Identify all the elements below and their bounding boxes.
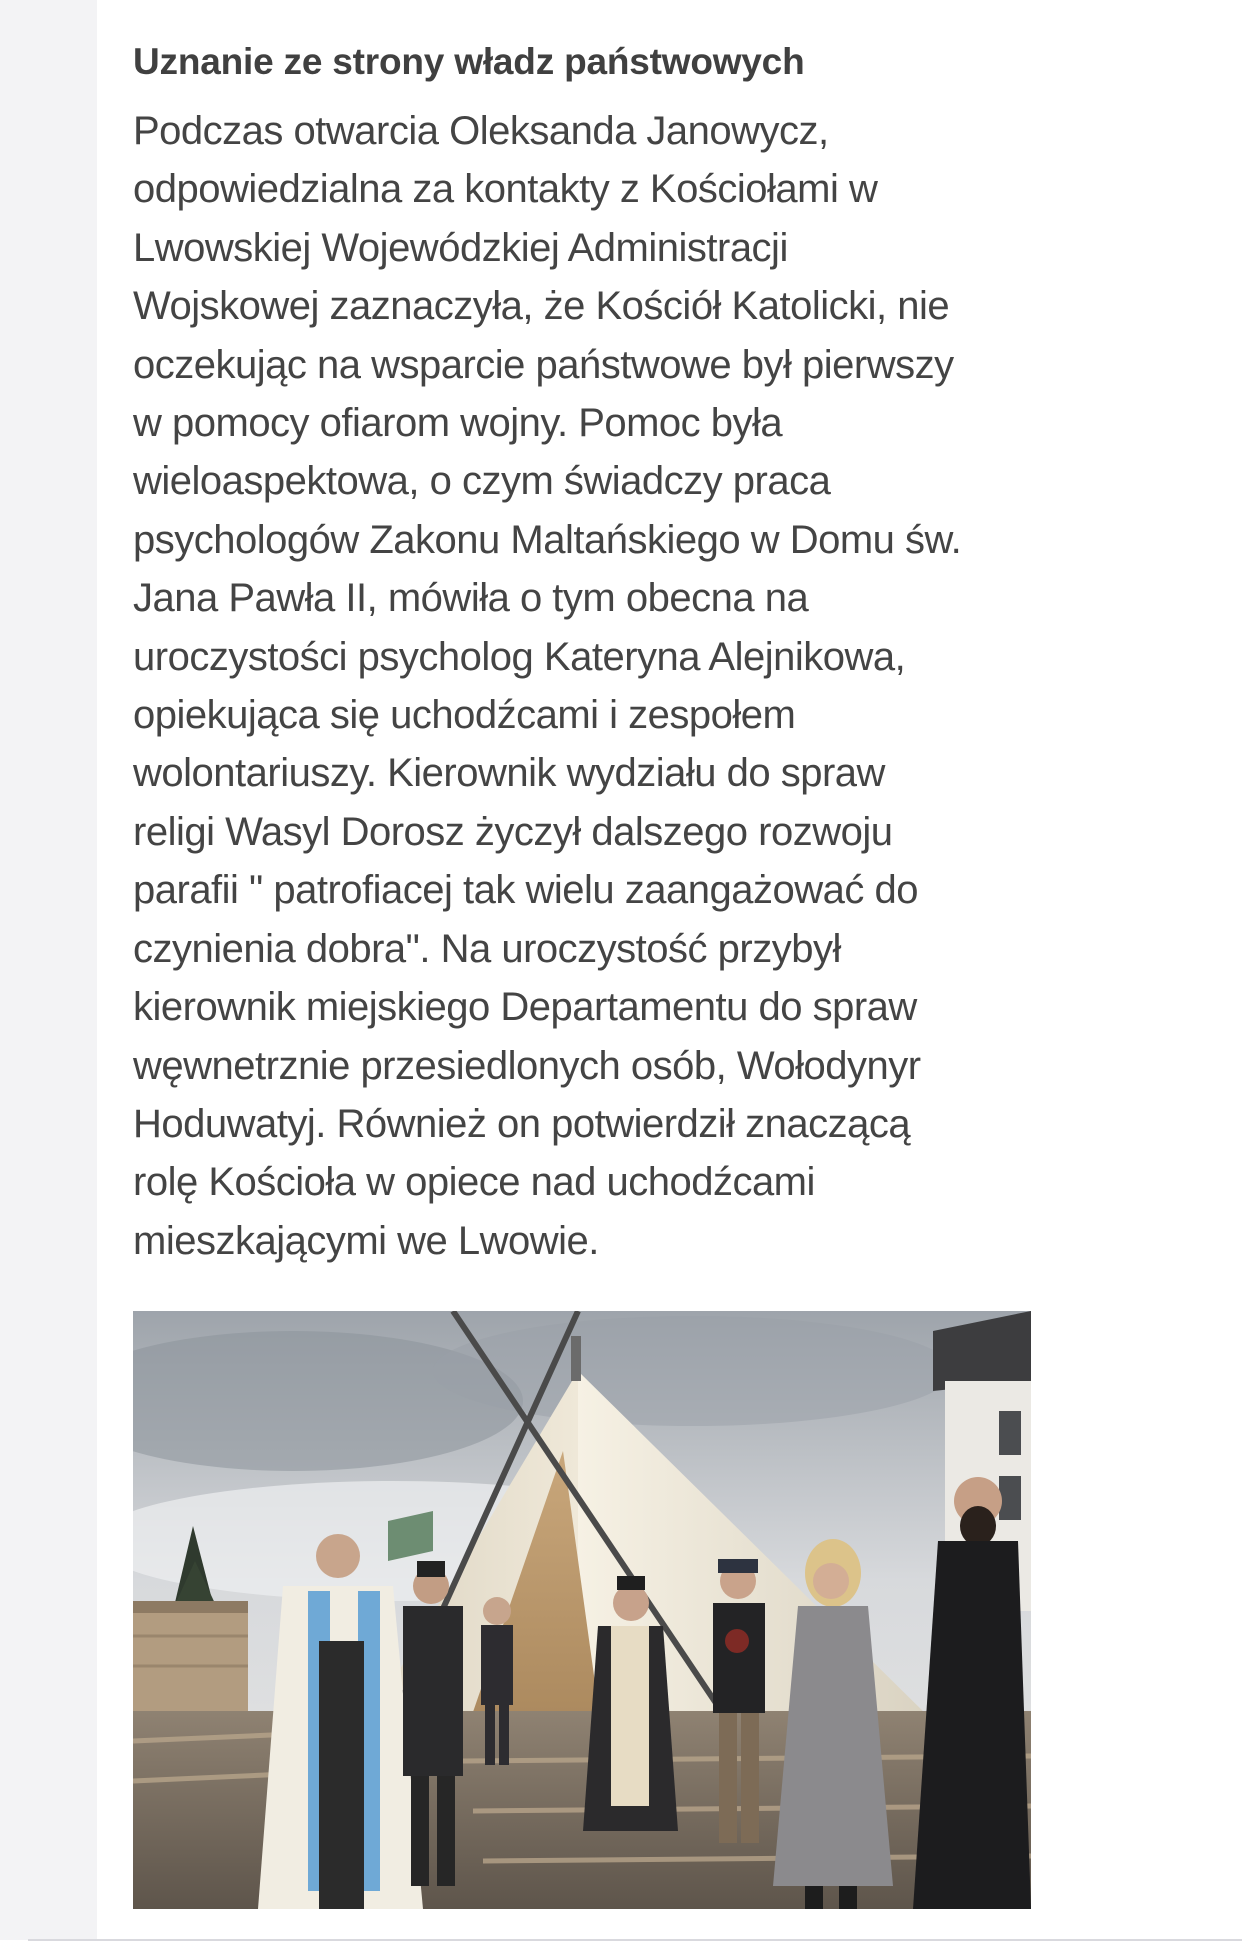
left-gutter — [0, 0, 97, 1940]
article — [133, 30, 1033, 1270]
divider — [28, 1939, 1242, 1941]
article-paragraph: Podczas otwarcia Oleksanda Janowycz, odpowiedzialna za kontakty z Kościołami w Lwowskiej Wojewódzkiej Administracji Wojskowej zaznaczyła, że Kościół Katolicki, nie oczekując na wsparcie państwowe był pierwszy w pomocy ofiarom wojny. Pomoc była wieloaspektowa, o czym świadczy praca psychologów Zakonu Maltańskiego w Domu św. Jana Pawła II, mówiła o tym obecna na uroczystości psycholog Kateryna Alejnikowa, opiekująca się uchodźcami i zespołem wolontariuszy. Kierownik wydziału do spraw religi Wasyl Dorosz życzył dalszego rozwoju parafii " patrofiacej tak wielu zaangażować do czynienia dobra". Na uroczystość przybył kierownik miejskiego Departamentu do spraw węwnetrznie przesiedlonych osób, Wołodynyr Hoduwatyj. Również on potwierdził znaczącą rolę Kościoła w opiece nad uchodźcami mieszkającymi we Lwowie. — [133, 109, 962, 1263]
article-photo — [133, 1311, 1031, 1909]
section-heading: Uznanie ze strony władz państwowych — [133, 41, 805, 82]
wooden-shed-icon — [133, 1601, 248, 1711]
